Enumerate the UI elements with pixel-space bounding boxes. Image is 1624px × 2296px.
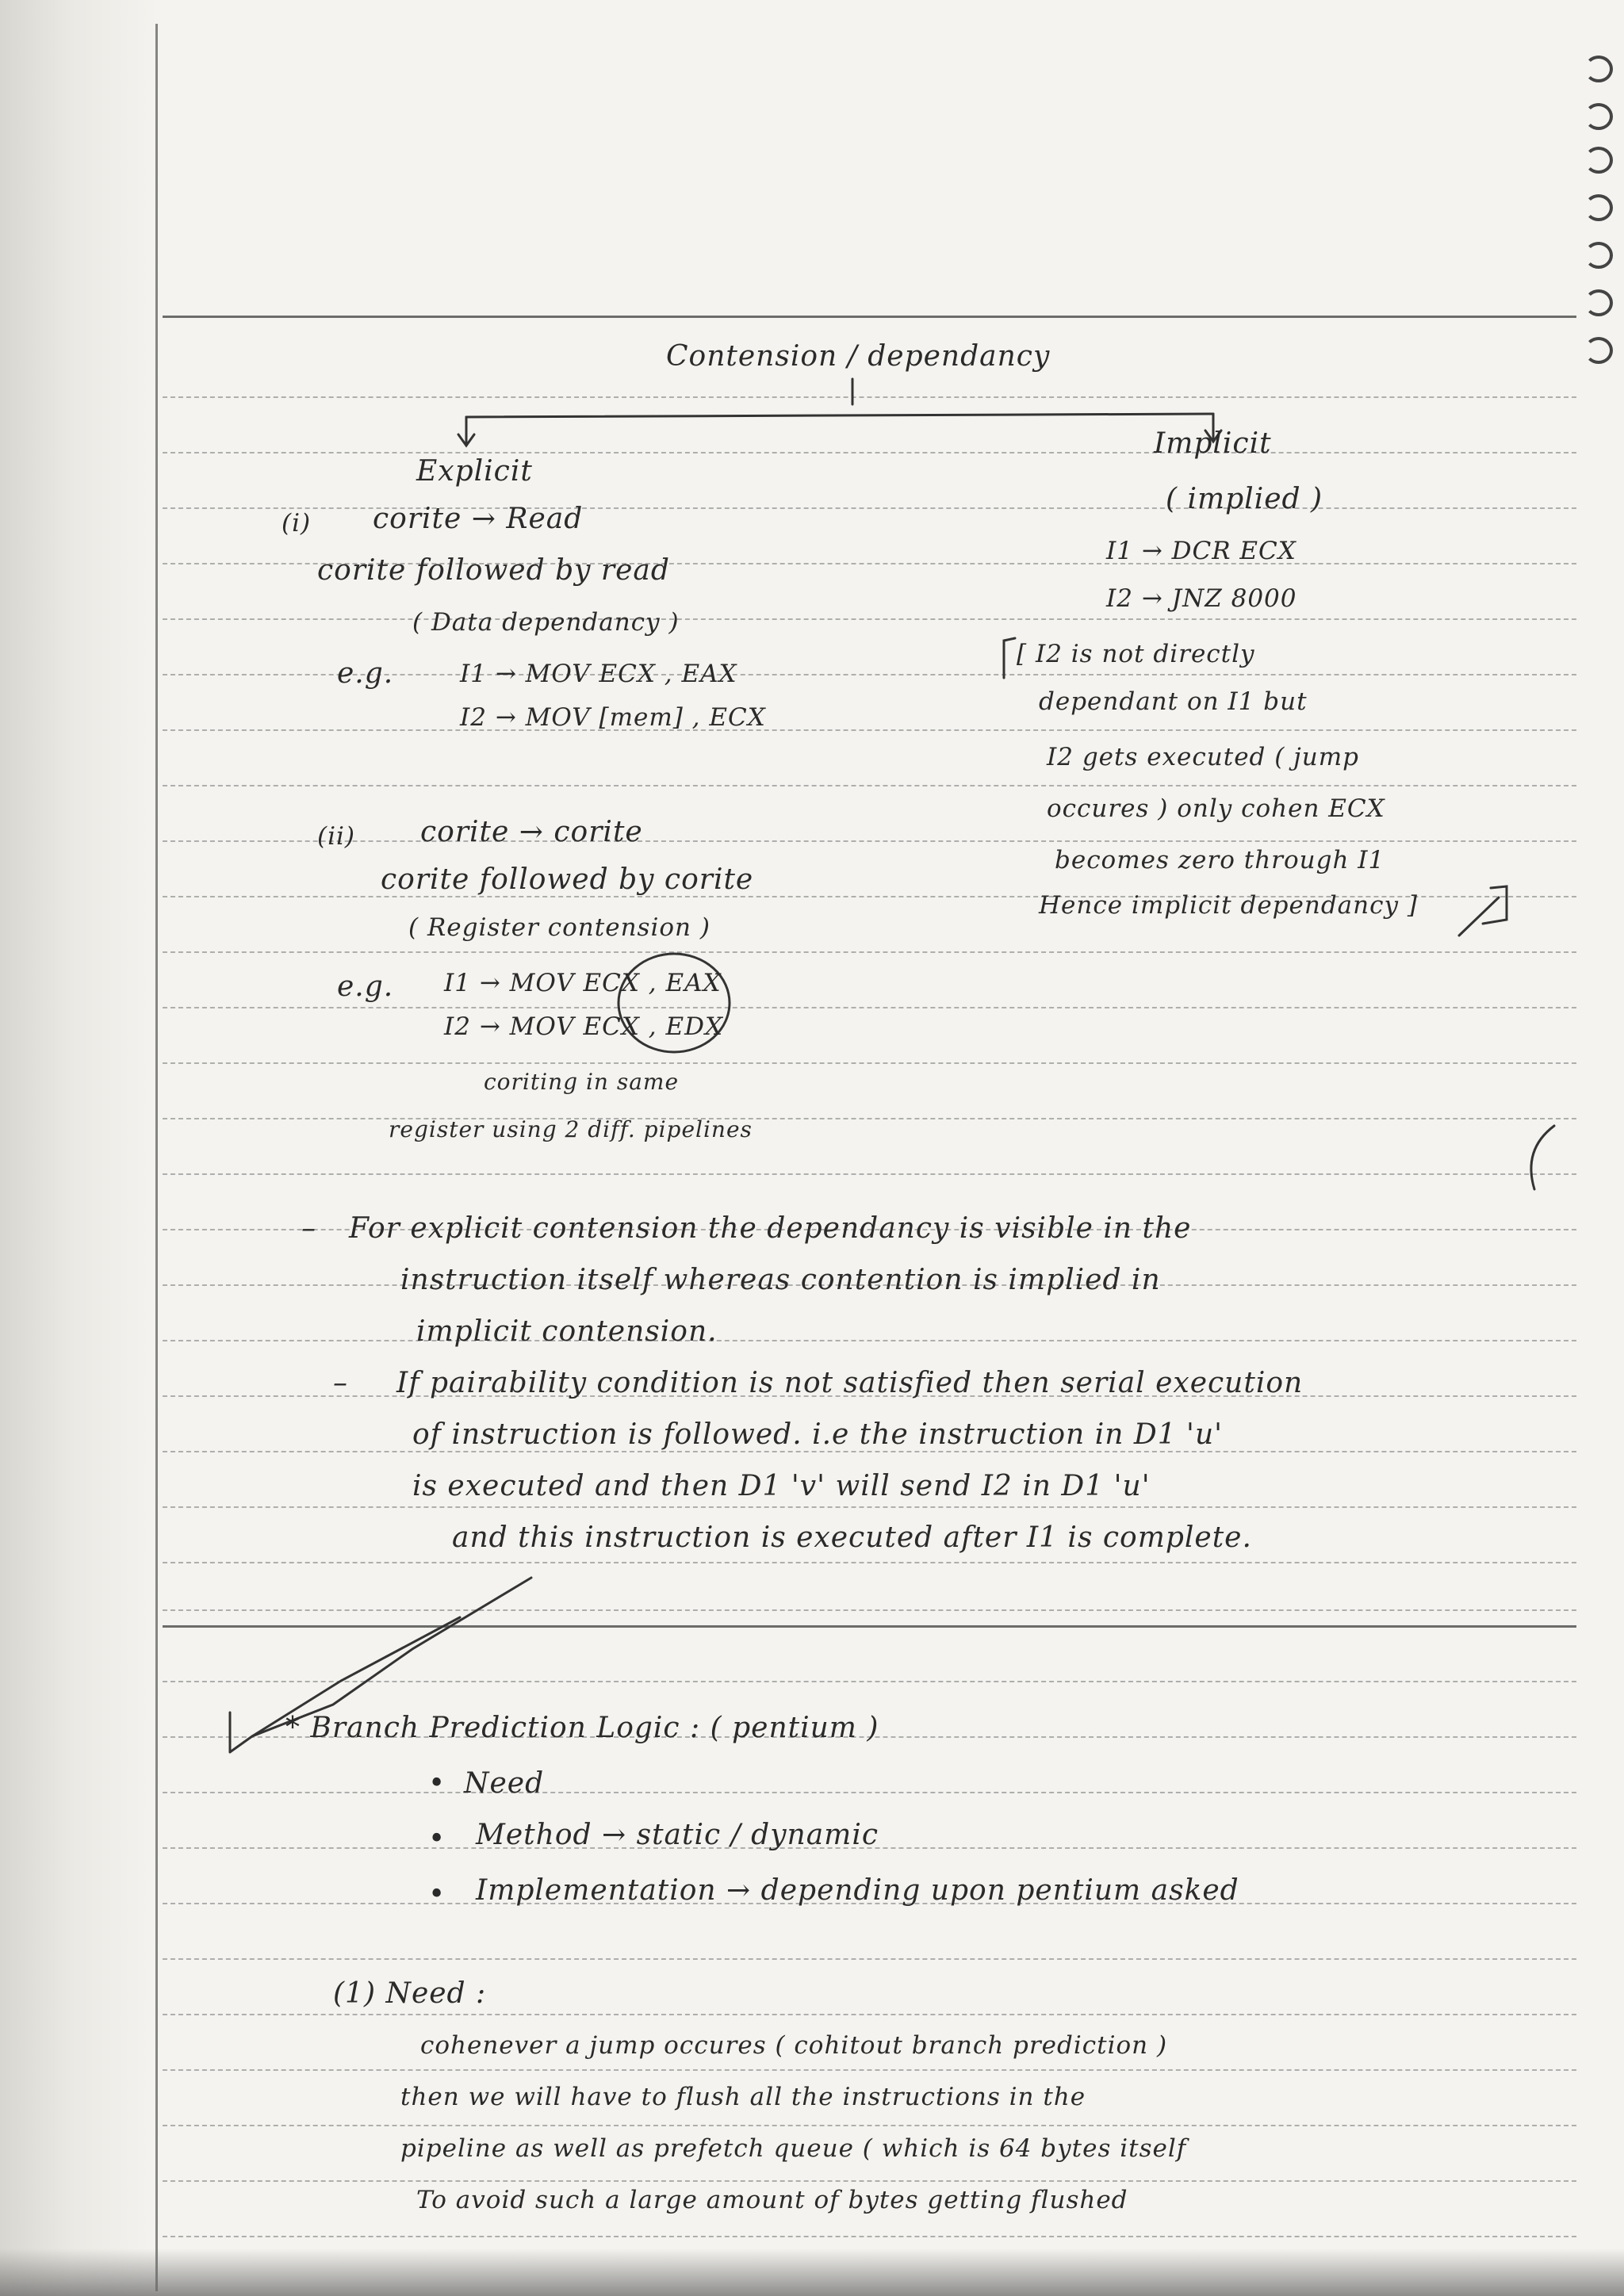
bullet-1-line-1: For explicit contension the dependancy is visible in the (349, 1212, 1192, 1245)
need-line-4: To avoid such a large amount of bytes getting flushed (416, 2186, 1128, 2214)
explicit-ii-desc: corite followed by corite (381, 863, 754, 896)
bullet-2-line-1: If pairability condition is not satisfied then serial execution (396, 1367, 1304, 1399)
implicit-note5: becomes zero through I1 (1055, 846, 1385, 874)
explicit-ii-comment2: register using 2 diff. pipelines (389, 1116, 753, 1142)
branch-item-need: Need (464, 1767, 545, 1800)
implicit-title: Implicit (1154, 427, 1272, 460)
branch-item-method: Method → static / dynamic (476, 1819, 879, 1851)
explicit-i-eg: e.g. (337, 657, 394, 690)
branch-bullet: • (428, 1767, 446, 1800)
branch-title: * Branch Prediction Logic : ( pentium ) (285, 1712, 879, 1744)
bullet-2-line-2: of instruction is followed. i.e the instruction in D1 'u' (412, 1418, 1224, 1451)
branch-bullet: • (428, 1823, 446, 1855)
bullet-1-line-2: instruction itself whereas contention is implied in (400, 1264, 1161, 1296)
need-line-3: pipeline as well as prefetch queue ( which is 64 bytes itself (400, 2134, 1187, 2163)
bullet-dash: – (333, 1367, 348, 1399)
implicit-note6: Hence implicit dependancy ] (1039, 891, 1418, 920)
implicit-note4: occures ) only cohen ECX (1047, 794, 1385, 823)
explicit-i-note: ( Data dependancy ) (412, 608, 680, 637)
explicit-ii-line2: I2 → MOV ECX , EDX (444, 1012, 724, 1041)
bullet-dash: – (301, 1212, 316, 1245)
need-line-2: then we will have to flush all the instructions in the (400, 2083, 1086, 2111)
explicit-ii-line1: I1 → MOV ECX , EAX (444, 969, 722, 997)
need-label: (1) Need : (333, 1977, 487, 2010)
branch-item-implementation: Implementation → depending upon pentium asked (476, 1874, 1239, 1907)
branch-bullet: • (428, 1878, 446, 1911)
explicit-ii-comment1: coriting in same (484, 1069, 680, 1095)
implicit-note3: I2 gets executed ( jump (1047, 743, 1360, 771)
explicit-i-line1: I1 → MOV ECX , EAX (460, 660, 737, 688)
bullet-2-line-4: and this instruction is executed after I1 is complete. (452, 1521, 1252, 1554)
explicit-title: Explicit (416, 455, 533, 488)
explicit-i-rule: corite → Read (373, 503, 584, 535)
explicit-ii-rule: corite → corite (420, 816, 643, 848)
implicit-note2: dependant on I1 but (1039, 687, 1308, 716)
explicit-i-desc: corite followed by read (317, 554, 670, 587)
need-line-1: cohenever a jump occures ( cohitout branch prediction ) (420, 2031, 1168, 2060)
explicit-ii-eg: e.g. (337, 970, 394, 1003)
implicit-note1: [ I2 is not directly (1017, 640, 1255, 668)
page-heading: Contension / dependancy (666, 340, 1051, 373)
implicit-line2: I2 → JNZ 8000 (1106, 584, 1297, 613)
bullet-2-line-3: is executed and then D1 'v' will send I2 in D1 'u' (412, 1470, 1151, 1502)
scan-bottom-shadow (0, 2248, 1624, 2296)
explicit-ii-note: ( Register contension ) (408, 913, 710, 942)
implicit-subtitle: ( implied ) (1166, 483, 1323, 515)
explicit-i-line2: I2 → MOV [mem] , ECX (460, 703, 766, 732)
bullet-1-line-3: implicit contension. (416, 1315, 718, 1348)
explicit-ii-label: (ii) (317, 822, 356, 851)
implicit-line1: I1 → DCR ECX (1106, 537, 1297, 565)
explicit-i-label: (i) (282, 509, 312, 538)
